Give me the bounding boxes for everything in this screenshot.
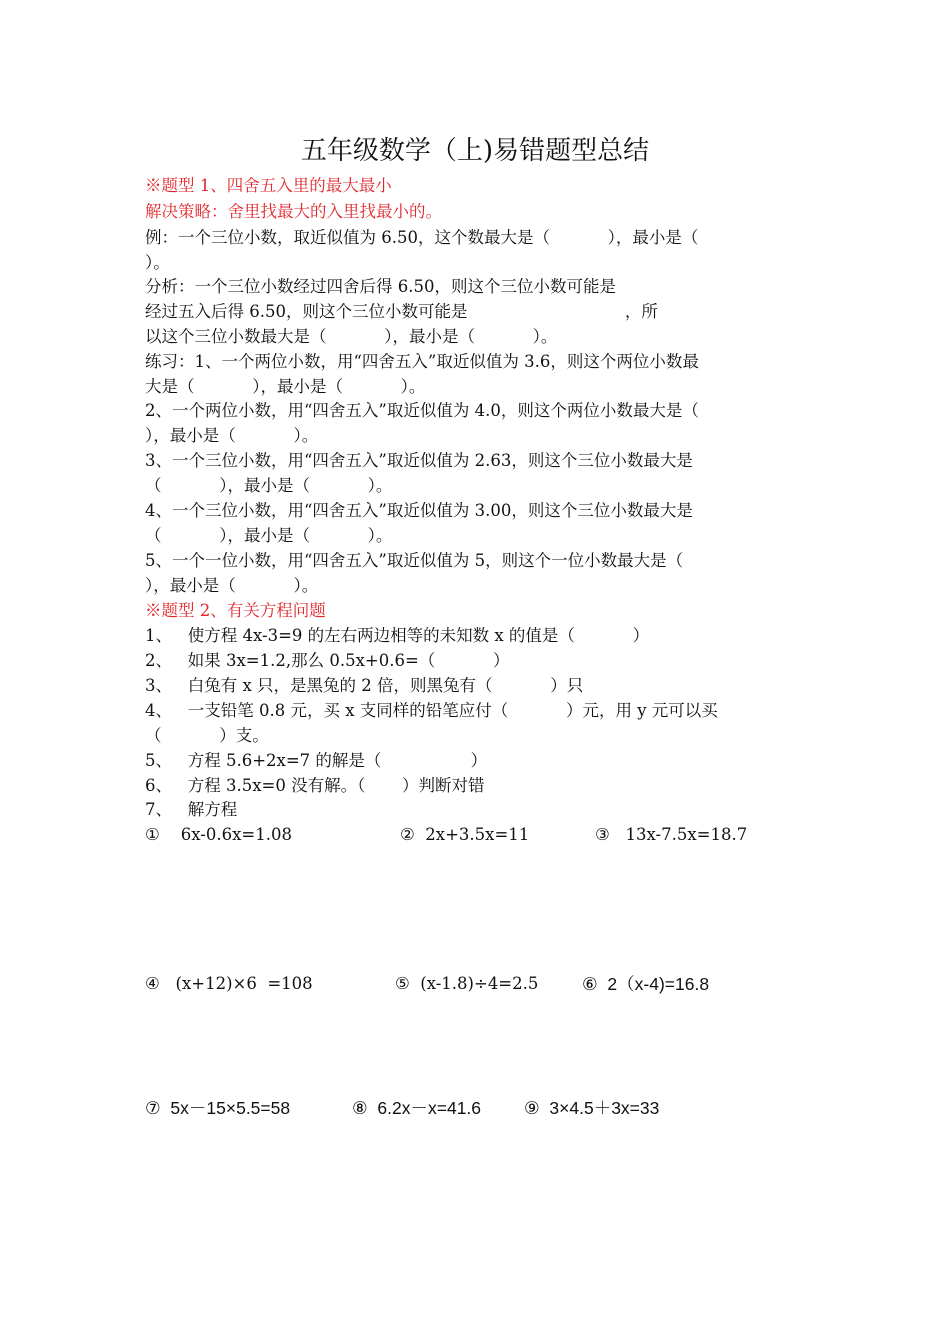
question-3: 3、 白兔有 x 只，是黑兔的 2 倍，则黑兔有（ ）只 [145,676,584,695]
question-4-line-2: （ ）支。 [145,726,269,745]
equation-9: ⑨ 3×4.5＋3x=33 [524,1098,660,1118]
analysis-line-3: 以这个三位小数最大是（ ），最小是（ ）。 [145,327,558,346]
section2-heading: ※题型 2、有关方程问题 [145,601,326,620]
equation-1: ① 6x-0.6x=1.08 [145,825,292,844]
equation-6: ⑥ 2（x-4)=16.8 [582,974,710,994]
practice-3-line-2: （ ），最小是（ ）。 [145,476,393,495]
practice-2-line-1: 2、一个两位小数，用“四舍五入”取近似值为 4.0，则这个两位小数最大是（ [145,401,699,420]
question-7: 7、 解方程 [145,800,238,819]
equation-8: ⑧ 6.2x－x=41.6 [352,1098,482,1118]
section1-heading: ※题型 1、四舍五入里的最大最小 [145,176,392,195]
equation-5: ⑤ (x-1.8)÷4=2.5 [395,974,539,993]
equation-3: ③ 13x-7.5x=18.7 [595,825,748,844]
question-5: 5、 方程 5.6+2x=7 的解是（ ） [145,751,488,770]
analysis-line-2: 经过五入后得 6.50，则这个三位小数可能是 ，所 [145,302,658,321]
practice-4-line-1: 4、一个三位小数，用“四舍五入”取近似值为 3.00，则这个三位小数最大是 [145,501,693,520]
practice-5-line-1: 5、一个一位小数，用“四舍五入”取近似值为 5，则这个一位小数最大是（ [145,551,684,570]
practice-1-line-2: 大是（ ），最小是（ ）。 [145,377,426,396]
example-line-1: 例：一个三位小数，取近似值为 6.50，这个数最大是（ ），最小是（ [145,228,699,247]
practice-1-line-1: 练习：1、一个两位小数，用“四舍五入”取近似值为 3.6，则这个两位小数最 [145,352,699,371]
question-4-line-1: 4、 一支铅笔 0.8 元，买 x 支同样的铅笔应付（ ）元，用 y 元可以买 [145,701,718,720]
equation-2: ② 2x+3.5x=11 [400,825,530,844]
equation-7: ⑦ 5x－15×5.5=58 [145,1098,291,1118]
question-1: 1、 使方程 4x-3=9 的左右两边相等的未知数 x 的值是（ ） [145,626,650,645]
question-6: 6、 方程 3.5x=0 没有解。（ ）判断对错 [145,776,485,795]
equation-4: ④ (x+12)×6 =108 [145,974,313,993]
practice-3-line-1: 3、一个三位小数，用“四舍五入”取近似值为 2.63，则这个三位小数最大是 [145,451,693,470]
practice-5-line-2: ），最小是（ ）。 [145,576,319,595]
strategy-line: 解决策略：舍里找最大的入里找最小的。 [145,202,442,221]
page-title: 五年级数学（上)易错题型总结 [300,136,650,166]
analysis-line-1: 分析：一个三位小数经过四舍后得 6.50，则这个三位小数可能是 [145,277,616,296]
question-2: 2、 如果 3x=1.2,那么 0.5x+0.6=（ ） [145,651,510,670]
example-line-2: ）。 [145,253,170,272]
practice-4-line-2: （ ），最小是（ ）。 [145,526,393,545]
practice-2-line-2: ），最小是（ ）。 [145,426,319,445]
